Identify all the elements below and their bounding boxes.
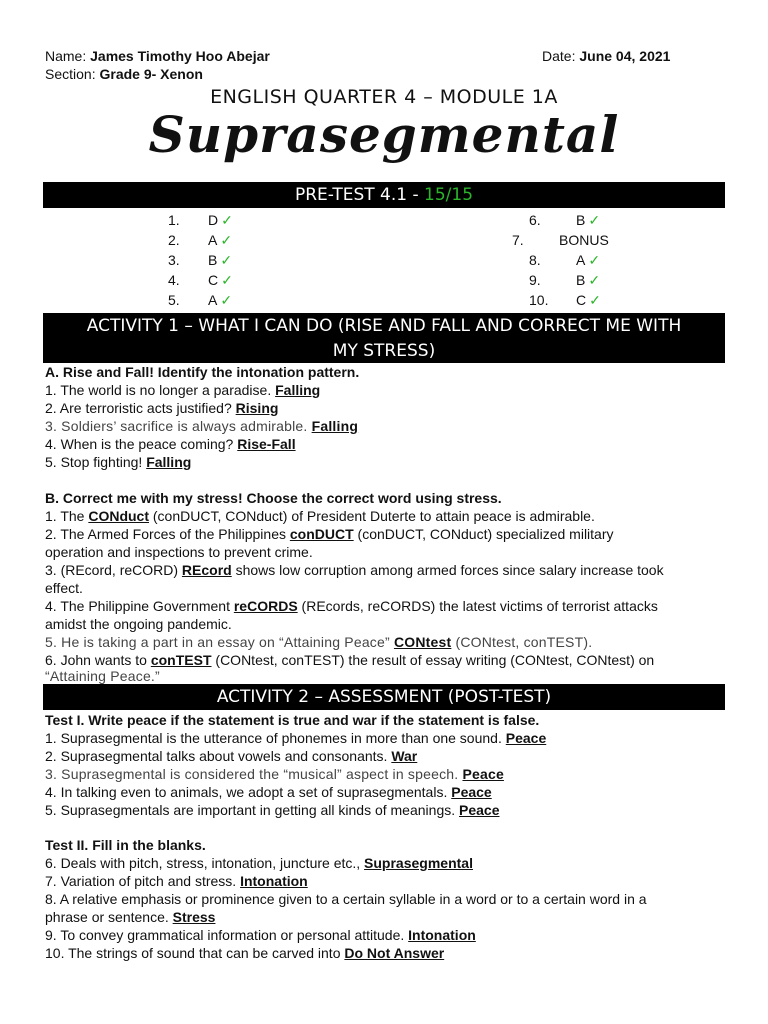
intonation-item: 2. Are terroristic acts justified? Rising bbox=[45, 400, 279, 416]
test2-item: 6. Deals with pitch, stress, intonation, juncture etc., Suprasegmental bbox=[45, 855, 473, 871]
answer: Falling bbox=[311, 418, 359, 434]
student-name: James Timothy Hoo Abejar bbox=[90, 48, 270, 64]
test1-heading: Test I. Write peace if the statement is true and war if the statement is false. bbox=[45, 712, 540, 728]
intonation-item: 4. When is the peace coming? Rise-Fall bbox=[45, 436, 296, 452]
section-a-heading: A. Rise and Fall! Identify the intonation pattern. bbox=[45, 364, 360, 380]
intonation-item: 1. The world is no longer a paradise. Falling bbox=[45, 382, 321, 398]
answer: Intonation bbox=[408, 927, 476, 943]
date-line bbox=[542, 48, 670, 65]
section-line bbox=[45, 66, 203, 83]
date-label: Date: bbox=[542, 48, 576, 64]
check-icon: ✓ bbox=[221, 272, 233, 288]
stress-item: 4. The Philippine Government reCORDS (REcords, reCORDS) the latest victims of terrorist attacks bbox=[45, 598, 658, 614]
check-icon: ✓ bbox=[588, 252, 601, 268]
answer: conTEST bbox=[150, 652, 212, 668]
pretest-answer: 4. C ✓ bbox=[168, 272, 233, 288]
answer: Suprasegmental bbox=[364, 855, 473, 871]
answer: Intonation bbox=[240, 873, 308, 889]
stress-item-continued: effect. bbox=[45, 580, 83, 596]
answer: Stress bbox=[172, 909, 216, 925]
section-label: Section: bbox=[45, 66, 96, 82]
stress-item: 2. The Armed Forces of the Philippines conDUCT (conDUCT, CONduct) specialized military bbox=[45, 526, 614, 542]
answer: REcord bbox=[181, 562, 232, 578]
check-icon: ✓ bbox=[589, 292, 601, 308]
pretest-answer: 7. BONUS bbox=[512, 232, 609, 248]
answer: War bbox=[391, 748, 418, 764]
pretest-answer: 1. D ✓ bbox=[168, 212, 233, 228]
pretest-answer: 3. B ✓ bbox=[168, 252, 233, 268]
check-icon: ✓ bbox=[221, 212, 233, 228]
section-b-heading: B. Correct me with my stress! Choose the correct word using stress. bbox=[45, 490, 502, 506]
pretest-label: PRE-TEST 4.1 - bbox=[294, 185, 425, 205]
subtitle: ENGLISH QUARTER 4 – MODULE 1A bbox=[210, 86, 558, 108]
test1-item: 4. In talking even to animals, we adopt a set of suprasegmentals. Peace bbox=[45, 784, 492, 800]
stress-item: 5. He is taking a part in an essay on “Attaining Peace” CONtest (CONtest, conTEST). bbox=[45, 634, 593, 650]
activity1-banner bbox=[43, 313, 725, 363]
stress-item: 6. John wants to conTEST (CONtest, conTEST) the result of essay writing (CONtest, CONtest) on bbox=[45, 652, 655, 668]
answer: Do Not Answer bbox=[344, 945, 445, 961]
test1-item: 3. Suprasegmental is considered the “musical” aspect in speech. Peace bbox=[45, 766, 504, 782]
test2-item: 7. Variation of pitch and stress. Intonation bbox=[45, 873, 308, 889]
answer: Rise-Fall bbox=[237, 436, 296, 452]
answer: Falling bbox=[275, 382, 321, 398]
pretest-score: 15/15 bbox=[424, 185, 474, 205]
date-value: June 04, 2021 bbox=[579, 48, 671, 64]
answer: CONduct bbox=[88, 508, 149, 524]
test2-heading: Test II. Fill in the blanks. bbox=[45, 837, 206, 853]
check-icon: ✓ bbox=[588, 272, 601, 288]
intonation-item: 3. Soldiers’ sacrifice is always admirable. Falling bbox=[45, 418, 359, 434]
stress-item: 3. (REcord, reCORD) REcord shows low corruption among armed forces since salary increase took bbox=[45, 562, 664, 578]
check-icon: ✓ bbox=[220, 232, 233, 248]
answer: Peace bbox=[459, 802, 500, 818]
stress-item: 1. The CONduct (conDUCT, CONduct) of President Duterte to attain peace is admirable. bbox=[45, 508, 595, 524]
test2-item: 8. A relative emphasis or prominence given to a certain syllable in a word or to a certain word in a bbox=[45, 891, 647, 907]
answer: Peace bbox=[462, 766, 504, 782]
check-icon: ✓ bbox=[588, 212, 601, 228]
activity1-title-line2: MY STRESS) bbox=[332, 341, 436, 361]
answer: Peace bbox=[451, 784, 492, 800]
answer: Falling bbox=[146, 454, 192, 470]
answer: conDUCT bbox=[289, 526, 354, 542]
pretest-answer: 5. A ✓ bbox=[168, 292, 233, 308]
name-line bbox=[45, 48, 270, 65]
pretest-answer: 10. C ✓ bbox=[529, 292, 601, 308]
test1-item: 1. Suprasegmental is the utterance of phonemes in more than one sound. Peace bbox=[45, 730, 547, 746]
section-value: Grade 9- Xenon bbox=[99, 66, 203, 82]
test1-item: 2. Suprasegmental talks about vowels and consonants. War bbox=[45, 748, 418, 764]
stress-item-continued: operation and inspections to prevent crime. bbox=[45, 544, 313, 560]
pretest-right-column bbox=[512, 210, 609, 310]
test2-item-continued: phrase or sentence. Stress bbox=[45, 909, 216, 925]
activity2-banner: ACTIVITY 2 – ASSESSMENT (POST-TEST) bbox=[43, 684, 725, 710]
check-icon: ✓ bbox=[220, 252, 233, 268]
answer: Peace bbox=[505, 730, 547, 746]
answer: reCORDS bbox=[233, 598, 298, 614]
test2-item: 10. The strings of sound that can be carved into Do Not Answer bbox=[45, 945, 445, 961]
pretest-answer: 6. B ✓ bbox=[529, 212, 601, 228]
answer: CONtest bbox=[393, 634, 452, 650]
page-title: Suprasegmental bbox=[148, 105, 620, 164]
pretest-left-column bbox=[168, 210, 233, 310]
pretest-banner bbox=[43, 182, 725, 208]
test2-item: 9. To convey grammatical information or personal attitude. Intonation bbox=[45, 927, 476, 943]
pretest-answer: 9. B ✓ bbox=[529, 272, 601, 288]
intonation-item: 5. Stop fighting! Falling bbox=[45, 454, 192, 470]
pretest-answer: 8. A ✓ bbox=[529, 252, 601, 268]
name-label: Name: bbox=[45, 48, 87, 64]
pretest-answer: 2. A ✓ bbox=[168, 232, 233, 248]
check-icon: ✓ bbox=[220, 292, 233, 308]
answer: Rising bbox=[235, 400, 279, 416]
stress-item-continued: amidst the ongoing pandemic. bbox=[45, 616, 232, 632]
stress-item-continued: “Attaining Peace.” bbox=[45, 668, 160, 684]
activity1-title-line1: ACTIVITY 1 – WHAT I CAN DO (RISE AND FALL AND CORRECT ME WITH bbox=[86, 316, 682, 336]
test1-item: 5. Suprasegmentals are important in getting all kinds of meanings. Peace bbox=[45, 802, 500, 818]
